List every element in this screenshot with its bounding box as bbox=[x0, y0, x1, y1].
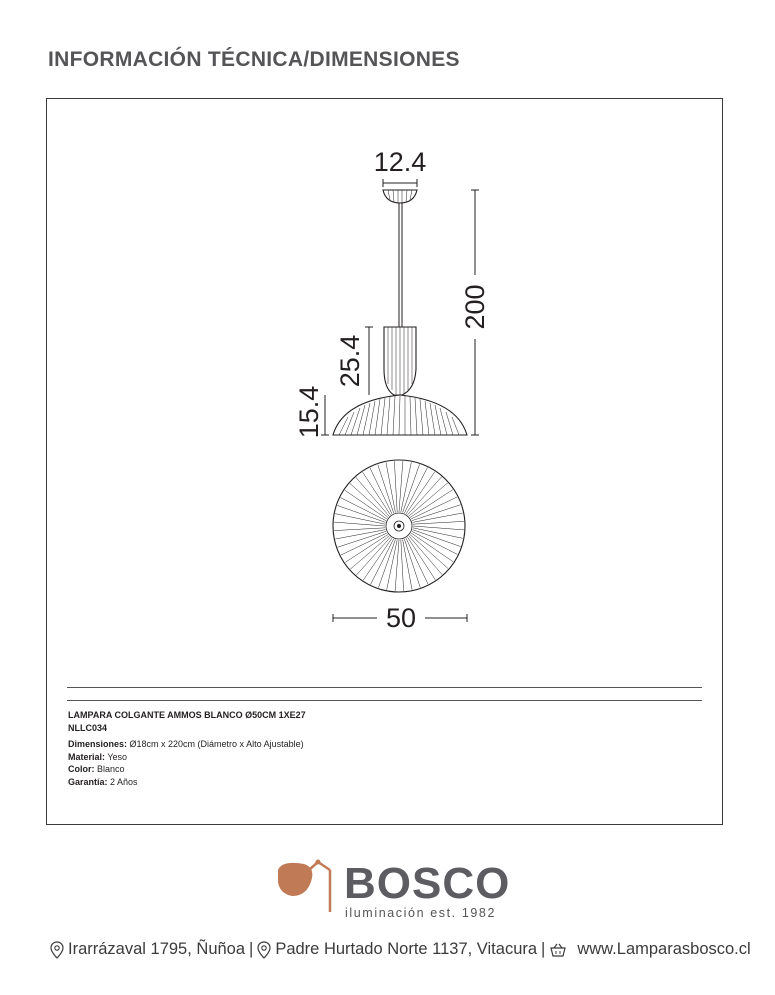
product-specs bbox=[68, 709, 306, 788]
shade-rib-line bbox=[403, 540, 412, 590]
brand-name: BOSCO bbox=[344, 859, 511, 908]
shade-diameter-label: 50 bbox=[385, 603, 417, 633]
shopping-basket-icon bbox=[549, 942, 567, 958]
shade-rib-line bbox=[350, 483, 388, 517]
spec-material: Material: Yeso bbox=[68, 751, 128, 762]
divider-bottom bbox=[67, 700, 702, 701]
footer-separator: | bbox=[541, 940, 546, 958]
canopy-width-label: 12.4 bbox=[373, 147, 427, 177]
shade-rib-line bbox=[335, 530, 385, 539]
shade-rib-line bbox=[413, 521, 464, 524]
shade-rib-line bbox=[401, 540, 404, 591]
spec-dimensions: Dimensiones: Ø18cm x 220cm (Diámetro x Alto Ajustable) bbox=[68, 739, 304, 749]
shade-rib-line bbox=[410, 490, 453, 518]
technical-sheet-frame bbox=[46, 98, 723, 825]
address-nunoa: Irarrázaval 1795, Ñuñoa bbox=[68, 940, 246, 958]
shade-rib-line bbox=[363, 538, 392, 580]
location-pin-icon bbox=[257, 941, 271, 959]
page-title: INFORMACIÓN TÉCNICA/DIMENSIONES bbox=[48, 48, 460, 71]
shade-rib-line bbox=[410, 535, 448, 569]
canopy bbox=[383, 190, 417, 203]
shade-rib-line bbox=[413, 513, 463, 522]
upper-body-height-label: 25.4 bbox=[335, 334, 365, 388]
spec-warranty: Garantía: 2 Años bbox=[68, 776, 138, 787]
footer-separator: | bbox=[249, 940, 254, 958]
shade-rib-line bbox=[386, 462, 395, 512]
location-pin-icon bbox=[50, 941, 64, 959]
shade-rib-line bbox=[345, 535, 388, 563]
shade-rib-line bbox=[408, 537, 436, 580]
address-vitacura: Padre Hurtado Norte 1137, Vitacura bbox=[275, 940, 538, 958]
total-height-label: 200 bbox=[460, 284, 490, 330]
product-code: NLLC034 bbox=[68, 722, 108, 733]
product-name: LAMPARA COLGANTE AMMOS BLANCO Ø50CM 1XE27 bbox=[68, 710, 306, 720]
shade-rib-line bbox=[408, 477, 442, 515]
shade-rib-line bbox=[334, 528, 385, 531]
shade-rib-line bbox=[363, 472, 391, 515]
shade-rib-line bbox=[406, 472, 435, 514]
divider-top bbox=[67, 687, 702, 688]
lamp-top-view bbox=[333, 460, 465, 592]
shade-rib-line bbox=[356, 537, 390, 575]
spec-color: Color: Blanco bbox=[68, 764, 125, 774]
shade-rib-line bbox=[411, 533, 453, 562]
shade-rib-line bbox=[345, 490, 387, 519]
footer bbox=[50, 940, 751, 959]
brand-tagline: iluminación est. 1982 bbox=[345, 906, 497, 920]
website-link[interactable]: www.Lamparasbosco.cl bbox=[577, 940, 751, 958]
shade-height-label: 15.4 bbox=[294, 385, 324, 439]
shade-rib-line bbox=[394, 461, 397, 512]
